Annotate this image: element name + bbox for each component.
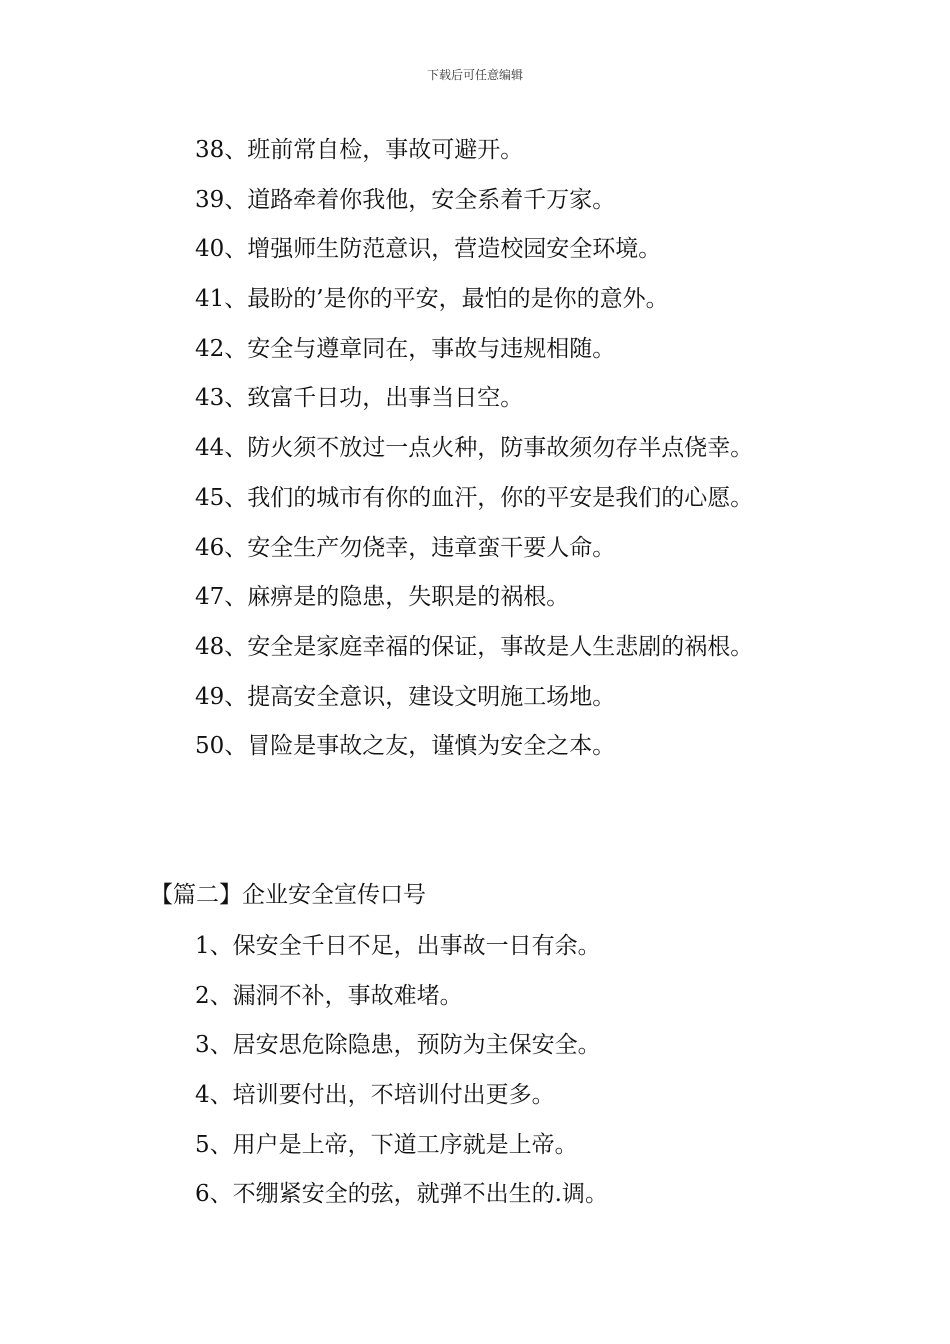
list-item: 4、培训要付出，不培训付出更多。 [195,1082,555,1109]
list-item: 49、提高安全意识，建设文明施工场地。 [195,683,616,710]
list-item: 1、保安全千日不足，出事故一日有余。 [195,933,601,959]
list-item: 45、我们的城市有你的血汗，你的平安是我们的心愿。 [195,484,754,511]
list-item: 40、增强师生防范意识，营造校园安全环境。 [195,236,662,263]
list-item: 3、居安思危除隐患，预防为主保安全。 [195,1032,601,1059]
list-item: 50、冒险是事故之友，谨慎为安全之本。 [195,733,616,760]
list-item: 43、致富千日功，出事当日空。 [195,385,524,412]
section-heading: 【篇二】企业安全宣传口号 [150,882,426,908]
list-item: 2、漏洞不补，事故难堵。 [195,982,463,1009]
header-note: 下载后可任意编辑 [426,68,523,82]
list-item: 38、班前常自检，事故可避开。 [195,137,524,163]
list-item: 6、不绷紧安全的弦，就弹不出生的.调。 [195,1181,608,1208]
list-item: 39、道路牵着你我他，安全系着千万家。 [195,186,616,213]
list-item: 5、用户是上帝，下道工序就是上帝。 [195,1131,578,1158]
list-item: 47、麻痹是的隐患，失职是的祸根。 [195,584,570,611]
list-item: 46、安全生产勿侥幸，违章蛮干要人命。 [195,534,616,561]
list-item: 41、最盼的’是你的平安，最怕的是你的意外。 [195,286,669,313]
list-item: 44、防火须不放过一点火种，防事故须勿存半点侥幸。 [195,435,754,462]
slogan-list-2 [195,930,895,1228]
slogan-list-1 [195,134,895,780]
list-item: 48、安全是家庭幸福的保证，事故是人生悲剧的祸根。 [195,633,754,660]
list-item: 42、安全与遵章同在，事故与违规相随。 [195,335,616,362]
